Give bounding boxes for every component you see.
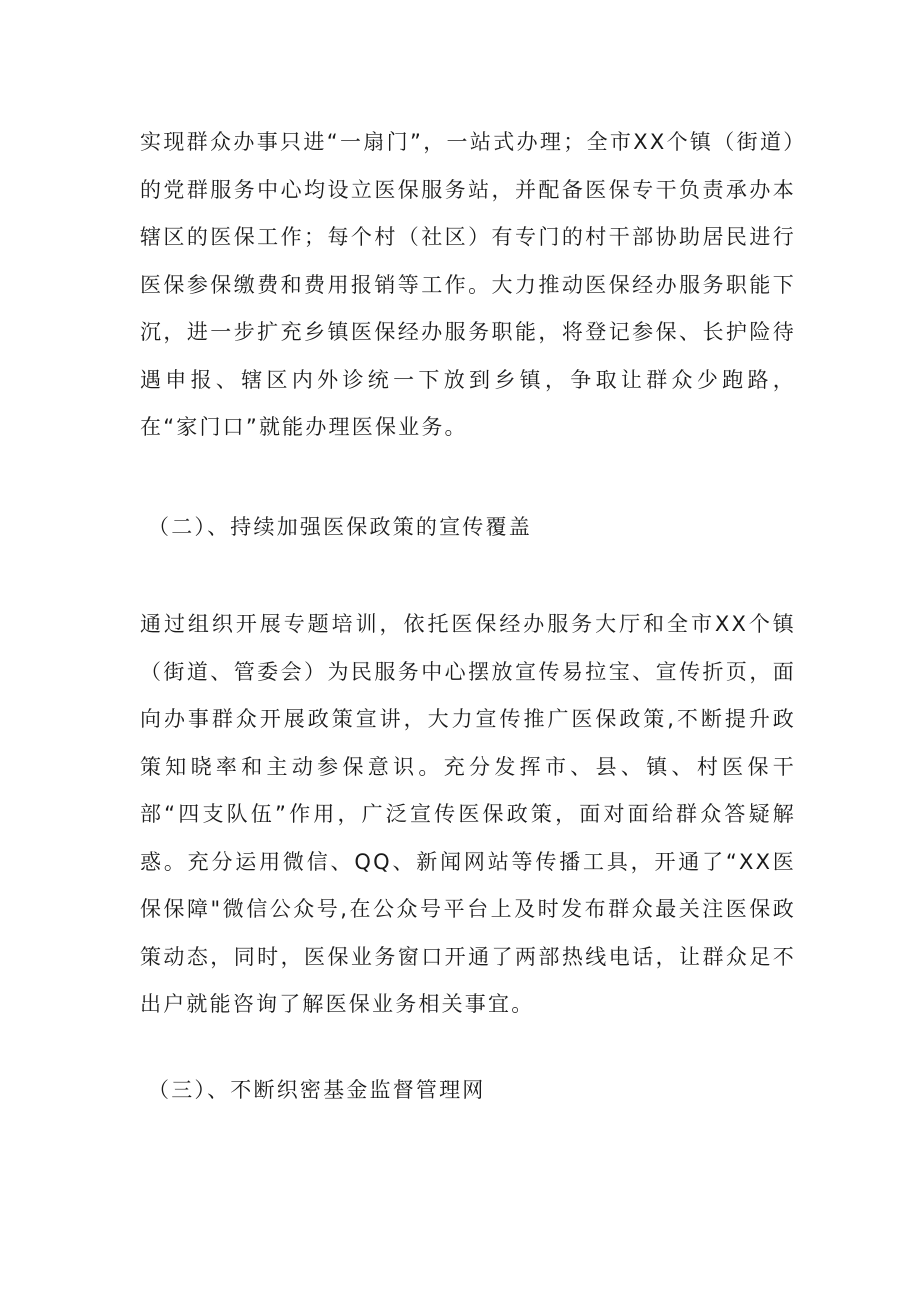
body-paragraph: 实现群众办事只进“一扇门”，一站式办理；全市XX个镇（街道）的党群服务中心均设立医保服务站，并配备医保专干负责承办本辖区的医保工作；每个村（社区）有专门的村干部协助居民进行医保参保缴费和费用报销等工作。大力推动医保经办服务职能下沉，进一步扩充乡镇医保经办服务职能，将登记参保、长护险待遇申报、辖区内外诊统一下放到乡镇，争取让群众少跑路，在“家门口”就能办理医保业务。 (140, 130, 796, 439)
section-heading: （二）、持续加强医保政策的宣传覆盖 (148, 515, 532, 539)
section-heading: （三）、不断织密基金监督管理网 (148, 1078, 486, 1102)
body-paragraph: 通过组织开展专题培训，依托医保经办服务大厅和全市XX个镇（街道、管委会）为民服务中心摆放宣传易拉宝、宣传折页，面向办事群众开展政策宣讲，大力宣传推广医保政策,不断提升政策知晓率和主动参保意识。充分发挥市、县、镇、村医保干部“四支队伍”作用，广泛宣传医保政策，面对面给群众答疑解惑。充分运用微信、QQ、新闻网站等传播工具，开通了“XX医保保障"微信公众号,在公众号平台上及时发布群众最关注医保政策动态，同时，医保业务窗口开通了两部热线电话，让群众足不出户就能咨询了解医保业务相关事宜。 (140, 612, 796, 1016)
